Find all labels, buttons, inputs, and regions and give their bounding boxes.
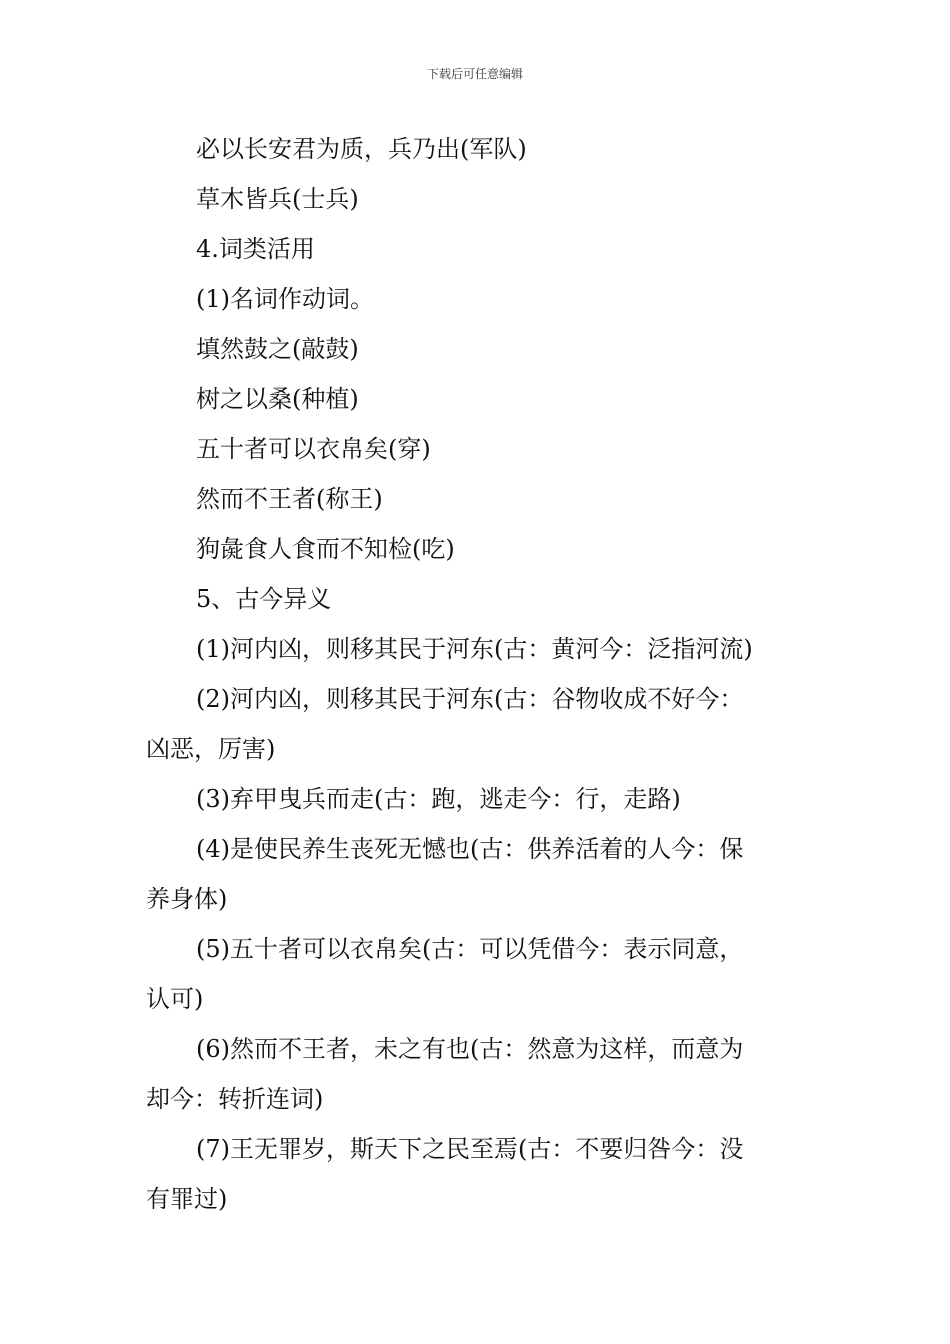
text-line: (3)弃甲曳兵而走(古：跑，逃走今：行，走路) <box>196 785 681 813</box>
text-line: (2)河内凶，则移其民于河东(古：谷物收成不好今： <box>196 685 744 713</box>
section-heading: 4.词类活用 <box>196 235 315 263</box>
text-line: (7)王无罪岁，斯天下之民至焉(古：不要归咎今：没 <box>196 1135 744 1163</box>
text-line: 草木皆兵(士兵) <box>196 185 359 213</box>
text-line-continuation: 却今：转折连词) <box>146 1085 324 1113</box>
text-line: 然而不王者(称王) <box>196 485 383 513</box>
text-line: 树之以桑(种植) <box>196 385 359 413</box>
text-line: 五十者可以衣帛矣(穿) <box>196 435 431 463</box>
text-line-continuation: 认可) <box>146 985 204 1013</box>
document-body <box>146 124 810 1224</box>
text-line-continuation: 养身体) <box>146 885 228 913</box>
text-line: (5)五十者可以衣帛矣(古：可以凭借今：表示同意， <box>196 935 744 963</box>
text-line: 狗彘食人食而不知检(吃) <box>196 535 455 563</box>
text-line: (6)然而不王者，未之有也(古：然意为这样，而意为 <box>196 1035 744 1063</box>
section-heading: 5、古今异义 <box>196 585 332 613</box>
text-line: (4)是使民养生丧死无憾也(古：供养活着的人今：保 <box>196 835 744 863</box>
subsection-heading: (1)名词作动词。 <box>196 285 374 313</box>
text-line: (1)河内凶，则移其民于河东(古：黄河今：泛指河流) <box>196 635 753 663</box>
page-header-note: 下载后可任意编辑 <box>426 67 523 81</box>
text-line-continuation: 凶恶，厉害) <box>146 735 276 763</box>
text-line-continuation: 有罪过) <box>146 1185 228 1213</box>
text-line: 填然鼓之(敲鼓) <box>196 335 359 363</box>
text-line: 必以长安君为质，兵乃出(军队) <box>196 135 527 163</box>
